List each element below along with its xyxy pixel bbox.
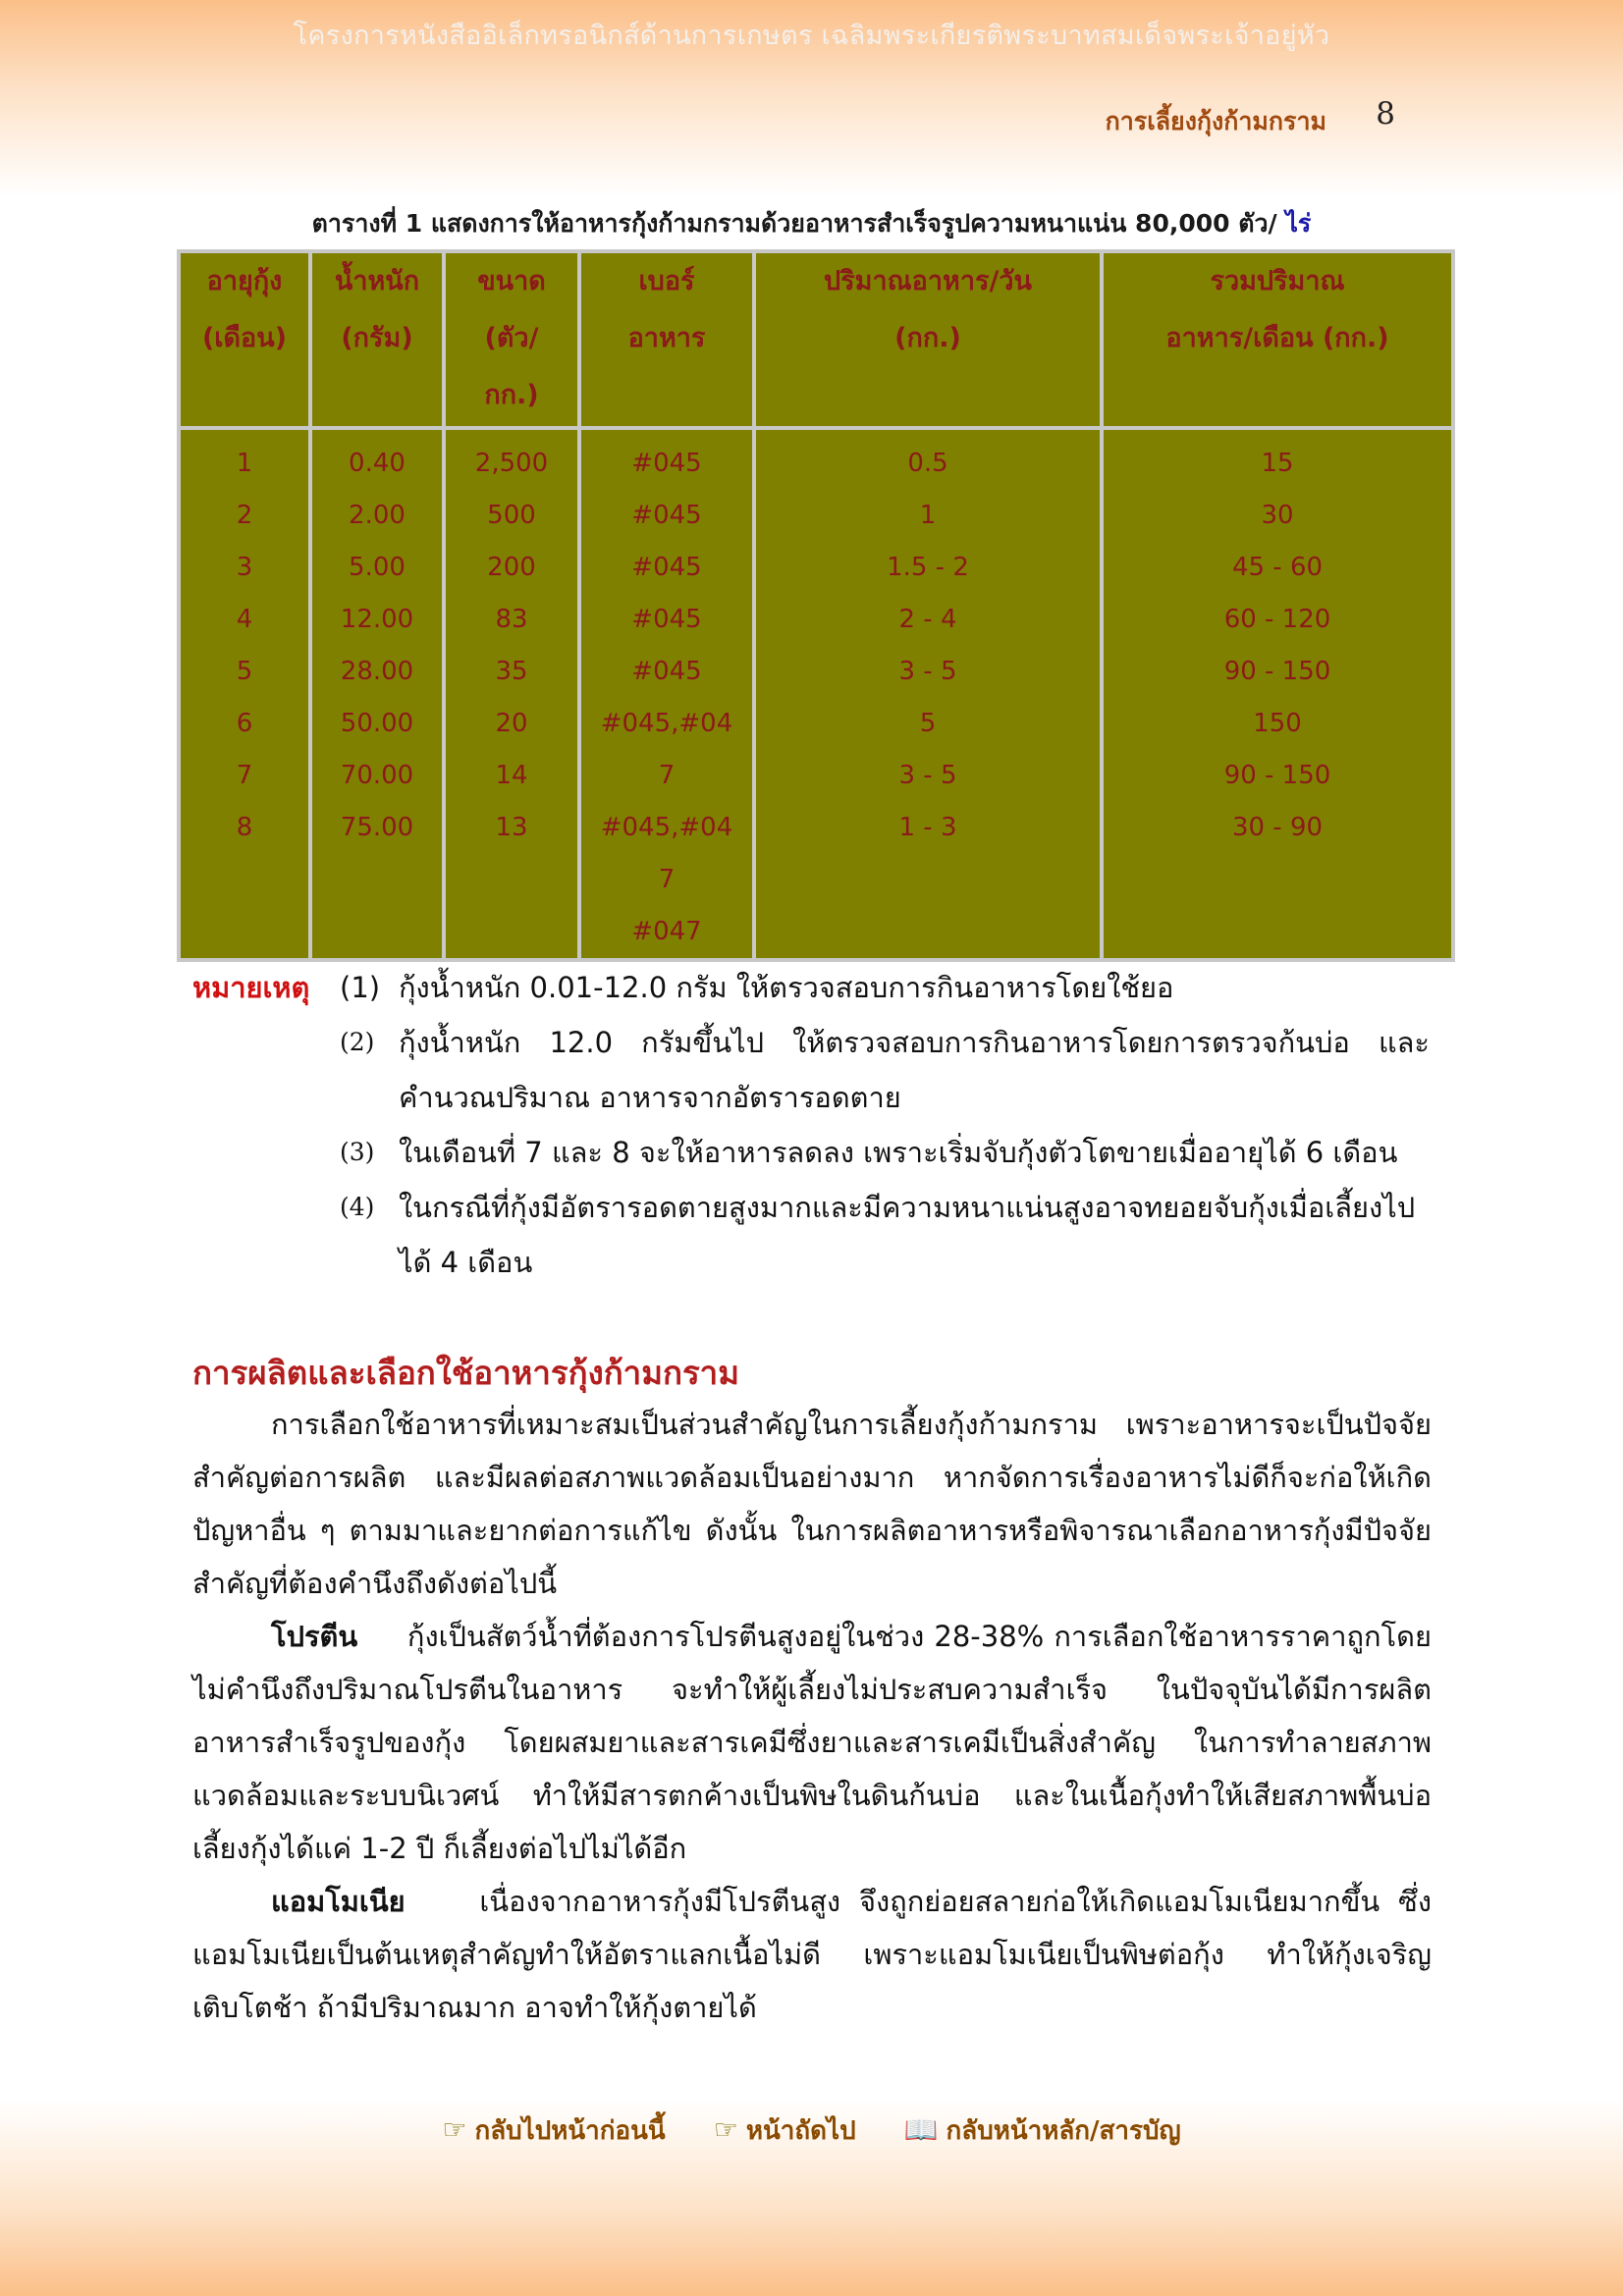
table-cell: 1 - 3 — [898, 813, 957, 842]
table-cell: 83 — [495, 605, 528, 634]
header-feed-number — [581, 253, 752, 426]
header-line: อาหาร/เดือน (กก.) — [1165, 323, 1389, 353]
col-weight — [312, 430, 442, 958]
table-cell: 0.5 — [907, 449, 948, 478]
table-cell: 1 — [236, 449, 253, 478]
table-body-row — [181, 430, 1451, 958]
paragraph-ammonia — [192, 1875, 1432, 2034]
header-line: (กก.) — [894, 323, 961, 353]
table-cell: 2.00 — [349, 501, 406, 530]
table-cell: 13 — [495, 813, 528, 842]
table-cell: #045,#04 — [600, 813, 733, 842]
table-cell: 5 — [919, 709, 937, 738]
table-cell: 70.00 — [340, 761, 414, 790]
note-line: คำนวณปริมาณ อาหารจากอัตรารอดตาย — [399, 1081, 901, 1114]
note-line: กุ้งน้ำหนัก 0.01-12.0 กรัม ให้ตรวจสอบการกินอาหารโดยใช้ยอ — [399, 971, 1174, 1004]
table-cell: 7 — [658, 761, 676, 790]
hand-pointer-icon: ☞ — [713, 2113, 738, 2146]
header-line: (กรัม) — [341, 323, 413, 353]
note-text — [399, 960, 1430, 1015]
note-number: (1) — [340, 971, 381, 1004]
table-cell: 75.00 — [340, 813, 414, 842]
table-cell: 3 — [236, 553, 253, 582]
paragraph-protein — [192, 1610, 1432, 1875]
note-text — [399, 1125, 1430, 1180]
table-cell: 6 — [236, 709, 253, 738]
table-cell: 500 — [487, 501, 536, 530]
table-cell: 20 — [495, 709, 528, 738]
home-link[interactable] — [904, 2110, 1181, 2151]
table-cell: 3 - 5 — [898, 657, 957, 686]
col-age — [181, 430, 308, 958]
table-cell: 15 — [1261, 449, 1294, 478]
table-cell: 150 — [1253, 709, 1302, 738]
table-cell: 35 — [495, 657, 528, 686]
table-cell: 12.00 — [340, 605, 414, 634]
note-number: (2) — [340, 1028, 375, 1056]
protein-text: กุ้งเป็นสัตว์น้ำที่ต้องการโปรตีนสูงอยู่ในช่วง 28-38% การเลือกใช้อาหารราคาถูกโดยไม่คำนึงถึงปริมาณโปรตีนในอาหาร จะทำให้ผู้เลี้ยงไม่ประสบความสำเร็จ ในปัจจุบันได้มีการผลิตอาหารสำเร็จรูปของกุ้ง โดยผสมยาและสารเคมีซึ่งยาและสารเคมีเป็นสิ่งสำคัญ ในการทำลายสภาพแวดล้อมและระบบนิเวศน์ ทำให้มีสารตกค้างเป็นพิษในดินก้นบ่อ และในเนื้อกุ้งทำให้เสียสภาพพื้นบ่อเลี้ยงกุ้งได้แค่ 1-2 ปี ก็เลี้ยงต่อไปไม่ได้อีก — [192, 1620, 1432, 1865]
header-line: อายุกุ้ง — [206, 266, 283, 296]
next-link[interactable] — [714, 2110, 856, 2151]
table-cell: 7 — [658, 865, 676, 894]
home-link-label: กลับหน้าหลัก/สารบัญ — [946, 2116, 1181, 2146]
back-link[interactable] — [442, 2110, 665, 2151]
table-cell: 0.40 — [349, 449, 406, 478]
next-link-label: หน้าถัดไป — [745, 2116, 856, 2146]
note-line: ในกรณีที่กุ้งมีอัตรารอดตายสูงมากและมีความหนาแน่นสูงอาจทยอยจับกุ้งเมื่อเลี้ยงไป — [399, 1191, 1416, 1224]
table-cell: #045 — [631, 605, 702, 634]
protein-term: โปรตีน — [271, 1620, 358, 1653]
table-cell: 45 - 60 — [1231, 553, 1324, 582]
table-cell: 60 - 120 — [1223, 605, 1331, 634]
note-text — [399, 1015, 1430, 1125]
table-cell: 200 — [487, 553, 536, 582]
table-cell: 3 - 5 — [898, 761, 957, 790]
note-line: กุ้งน้ำหนัก 12.0 กรัมขึ้นไป ให้ตรวจสอบการกินอาหารโดยการตรวจก้นบ่อ และ — [399, 1026, 1430, 1059]
table-cell: 90 - 150 — [1223, 657, 1331, 686]
header-age — [181, 253, 308, 426]
table-cell: #045 — [631, 449, 702, 478]
running-head: การเลี้ยงกุ้งก้ามกราม — [1105, 107, 1326, 135]
note-number: (3) — [340, 1138, 375, 1166]
header-line: ปริมาณอาหาร/วัน — [824, 266, 1032, 296]
table-cell: 5 — [236, 657, 253, 686]
project-header: โครงการหนังสืออิเล็กทรอนิกส์ด้านการเกษตร เฉลิมพระเกียรติพระบาทสมเด็จพระเจ้าอยู่หัว — [293, 21, 1330, 51]
ammonia-text: เนื่องจากอาหารกุ้งมีโปรตีนสูง จึงถูกย่อยสลายก่อให้เกิดแอมโมเนียมากขึ้น ซึ่งแอมโมเนียเป็นต้นเหตุสำคัญทำให้อัตราแลกเนื้อไม่ดี เพราะแอมโมเนียเป็นพิษต่อกุ้ง ทำให้กุ้งเจริญเติบโตช้า ถ้ามีปริมาณมาก อาจทำให้กุ้งตายได้ — [192, 1885, 1432, 2024]
table-cell: 28.00 — [340, 657, 414, 686]
header-monthly-total — [1104, 253, 1451, 426]
table-cell: #047 — [631, 917, 702, 946]
table-cell: 1.5 - 2 — [887, 553, 969, 582]
header-line: (เดือน) — [201, 323, 288, 353]
col-feed-number — [581, 430, 752, 958]
table-cell: #045 — [631, 657, 702, 686]
table-cell: #045 — [631, 501, 702, 530]
table-cell: 30 — [1261, 501, 1294, 530]
header-line: เบอร์ — [638, 266, 695, 296]
table-cell: 7 — [236, 761, 253, 790]
hand-pointer-icon: ☞ — [442, 2113, 467, 2146]
table-caption — [0, 204, 1623, 243]
table-cell: 30 - 90 — [1231, 813, 1324, 842]
table-cell: 2 - 4 — [898, 605, 957, 634]
table-cell: 90 - 150 — [1223, 761, 1331, 790]
note-number: (4) — [340, 1193, 375, 1221]
back-link-label: กลับไปหน้าก่อนนี้ — [474, 2116, 666, 2146]
table-cell: 50.00 — [340, 709, 414, 738]
note-text — [399, 1180, 1430, 1290]
table-header-row — [181, 253, 1451, 426]
table-cell: 1 — [919, 501, 937, 530]
header-size — [446, 253, 577, 426]
ammonia-term: แอมโมเนีย — [271, 1885, 406, 1918]
col-monthly-total — [1104, 430, 1451, 958]
paragraph-intro: การเลือกใช้อาหารที่เหมาะสมเป็นส่วนสำคัญในการเลี้ยงกุ้งก้ามกราม เพราะอาหารจะเป็นปัจจัยสำคัญต่อการผลิต และมีผลต่อสภาพแวดล้อมเป็นอย่างมาก หากจัดการเรื่องอาหารไม่ดีก็จะก่อให้เกิดปัญหาอื่น ๆ ตามมาและยากต่อการแก้ไข ดังนั้น ในการผลิตอาหารหรือพิจารณาเลือกอาหารกุ้งมีปัจจัยสำคัญที่ต้องคำนึงถึงดังต่อไปนี้ — [192, 1408, 1432, 1600]
col-daily-amount — [756, 430, 1100, 958]
table-caption-unit: ไร่ — [1285, 209, 1312, 238]
table-cell: #045 — [631, 553, 702, 582]
header-weight — [312, 253, 442, 426]
header-line: (ตัว/ — [484, 323, 539, 353]
feeding-table — [177, 249, 1455, 962]
header-line: รวมปริมาณ — [1210, 266, 1345, 296]
table-cell: 2,500 — [474, 449, 549, 478]
note-line: ได้ 4 เดือน — [399, 1246, 533, 1279]
table-cell: #045,#04 — [600, 709, 733, 738]
notes-label: หมายเหตุ — [192, 971, 310, 1004]
table-caption-text: ตารางที่ 1 แสดงการให้อาหารกุ้งก้ามกรามด้วยอาหารสำเร็จรูปความหนาแน่น 80,000 ตัว/ — [311, 209, 1277, 238]
header-daily-amount — [756, 253, 1100, 426]
header-line: อาหาร — [627, 323, 706, 353]
table-cell: 5.00 — [349, 553, 406, 582]
header-line: น้ำหนัก — [334, 266, 420, 296]
footer-nav — [0, 2110, 1623, 2151]
book-icon: 📖 — [903, 2113, 939, 2146]
header-line: กก.) — [484, 380, 539, 410]
table-cell: 8 — [236, 813, 253, 842]
table-cell: 4 — [236, 605, 253, 634]
table-cell: 2 — [236, 501, 253, 530]
col-size — [446, 430, 577, 958]
page-number: 8 — [1376, 96, 1395, 132]
table-cell: 14 — [495, 761, 528, 790]
header-line: ขนาด — [477, 266, 546, 296]
note-line: ในเดือนที่ 7 และ 8 จะให้อาหารลดลง เพราะเริ่มจับกุ้งตัวโตขายเมื่ออายุได้ 6 เดือน — [399, 1136, 1398, 1169]
section-title: การผลิตและเลือกใช้อาหารกุ้งก้ามกราม — [192, 1354, 739, 1392]
